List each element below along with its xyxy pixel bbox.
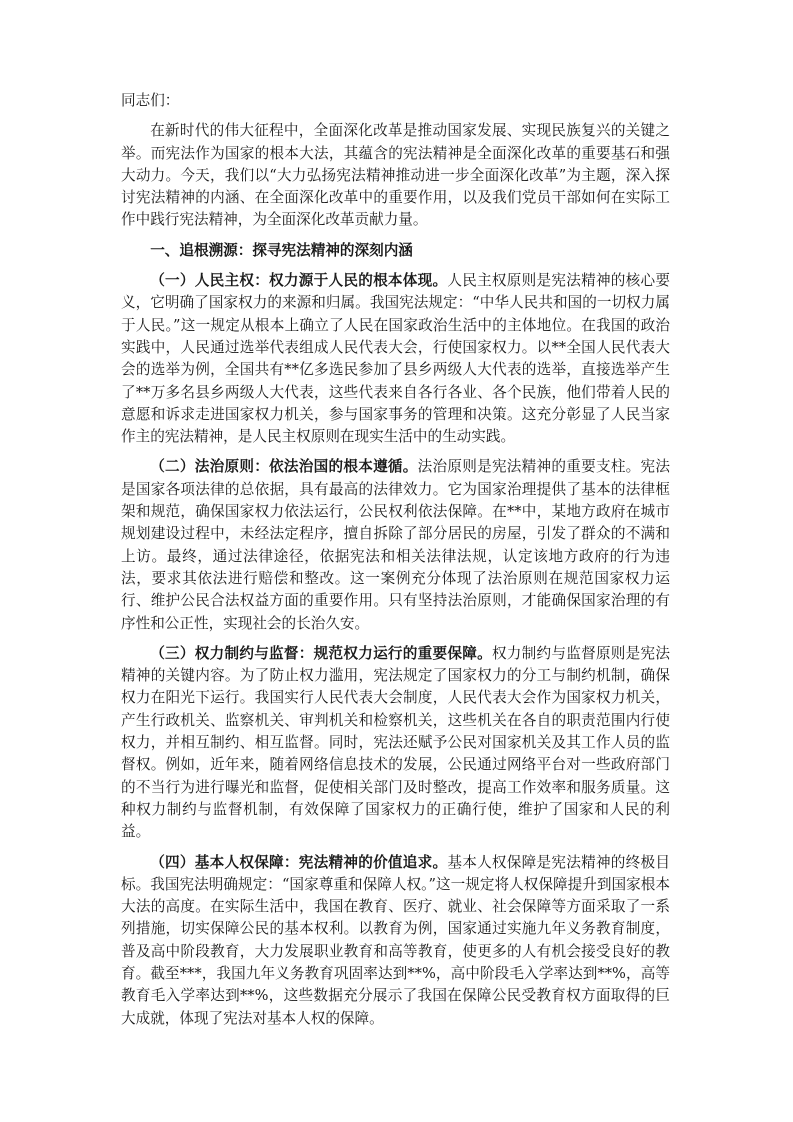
subsection-body: 权力制约与监督原则是宪法精神的关键内容。为了防止权力滥用，宪法规定了国家权力的分工与制约机制，确保权力在阳光下运行。我国实行人民代表大会制度，人民代表大会作为国家权力机关，产生行政机关、监察机关、审判机关和检察机关，这些机关在各自的职责范围内行使权力，并相互制约、相互监督。同时，宪法还赋予公民对国家机关及其工作人员的监督权。例如，近年来，随着网络信息技术的发展，公民通过网络平台对一些政府部门的不当行为进行曝光和监督，促使相关部门及时整改，提高工作效率和服务质量。这种权力制约与监督机制，有效保障了国家权力的正确行使，维护了国家和人民的利益。 — [121, 644, 670, 841]
subsection-human-rights — [121, 852, 670, 1030]
subsection-people-sovereignty — [121, 270, 670, 448]
subsection-title: （三）权力制约与监督：规范权力运行的重要保障。 — [150, 644, 492, 662]
subsection-rule-of-law — [121, 456, 670, 634]
subsection-body: 人民主权原则是宪法精神的核心要义，它明确了国家权力的来源和归属。我国宪法规定：“中华人民共和国的一切权力属于人民。”这一规定从根本上确立了人民在国家政治生活中的主体地位。在我国的政治实践中，人民通过选举代表组成人民代表大会，行使国家权力。以**全国人民代表大会的选举为例，全国共有**亿多选民参加了县乡两级人大代表的选举，直接选举产生了**万多名县乡两级人大代表，这些代表来自各行各业、各个民族，他们带着人民的意愿和诉求走进国家权力机关，参与国家事务的管理和决策。这充分彰显了人民当家作主的宪法精神，是人民主权原则在现实生活中的生动实践。 — [121, 272, 670, 446]
subsection-title: （二）法治原则：依法治国的根本遵循。 — [150, 458, 418, 476]
intro-paragraph: 在新时代的伟大征程中，全面深化改革是推动国家发展、实现民族复兴的关键之举。而宪法作为国家的根本大法，其蕴含的宪法精神是全面深化改革的重要基石和强大动力。今天，我们以“大力弘扬宪法精神推动进一步全面深化改革”为主题，深入探讨宪法精神的内涵、在全面深化改革中的重要作用，以及我们党员干部如何在实际工作中践行宪法精神，为全面深化改革贡献力量。 — [121, 122, 670, 229]
subsection-body: 法治原则是宪法精神的重要支柱。宪法是国家各项法律的总依据，具有最高的法律效力。它为国家治理提供了基本的法律框架和规范，确保国家权力依法运行，公民权利依法保障。在**中，某地方政府在城市规划建设过程中，未经法定程序，擅自拆除了部分居民的房屋，引发了群众的不满和上访。最终，通过法律途径，依据宪法和相关法律法规，认定该地方政府的行为违法，要求其依法进行赔偿和整改。这一案例充分体现了法治原则在规范国家权力运行、维护公民合法权益方面的重要作用。只有坚持法治原则，才能确保国家治理的有序性和公正性，实现社会的长治久安。 — [121, 458, 670, 632]
subsection-power-checks — [121, 643, 670, 844]
subsection-title: （四）基本人权保障：宪法精神的价值追求。 — [150, 853, 448, 871]
subsection-title: （一）人民主权：权力源于人民的根本体现。 — [150, 272, 448, 290]
salutation: 同志们： — [121, 92, 180, 109]
subsection-body: 基本人权保障是宪法精神的终极目标。我国宪法明确规定：“国家尊重和保障人权。”这一规定将人权保障提升到国家根本大法的高度。在实际生活中，我国在教育、医疗、就业、社会保障等方面采取了一系列措施，切实保障公民的基本权利。以教育为例，国家通过实施九年义务教育制度，普及高中阶段教育，大力发展职业教育和高等教育，使更多的人有机会接受良好的教育。截至***，我国九年义务教育巩固率达到**%，高中阶段毛入学率达到**%，高等教育毛入学率达到**%，这些数据充分展示了我国在保障公民受教育权方面取得的巨大成就，体现了宪法对基本人权的保障。 — [121, 853, 670, 1027]
document-body — [121, 90, 670, 1038]
section-heading: 一、追根溯源：探寻宪法精神的深刻内涵 — [150, 241, 413, 259]
